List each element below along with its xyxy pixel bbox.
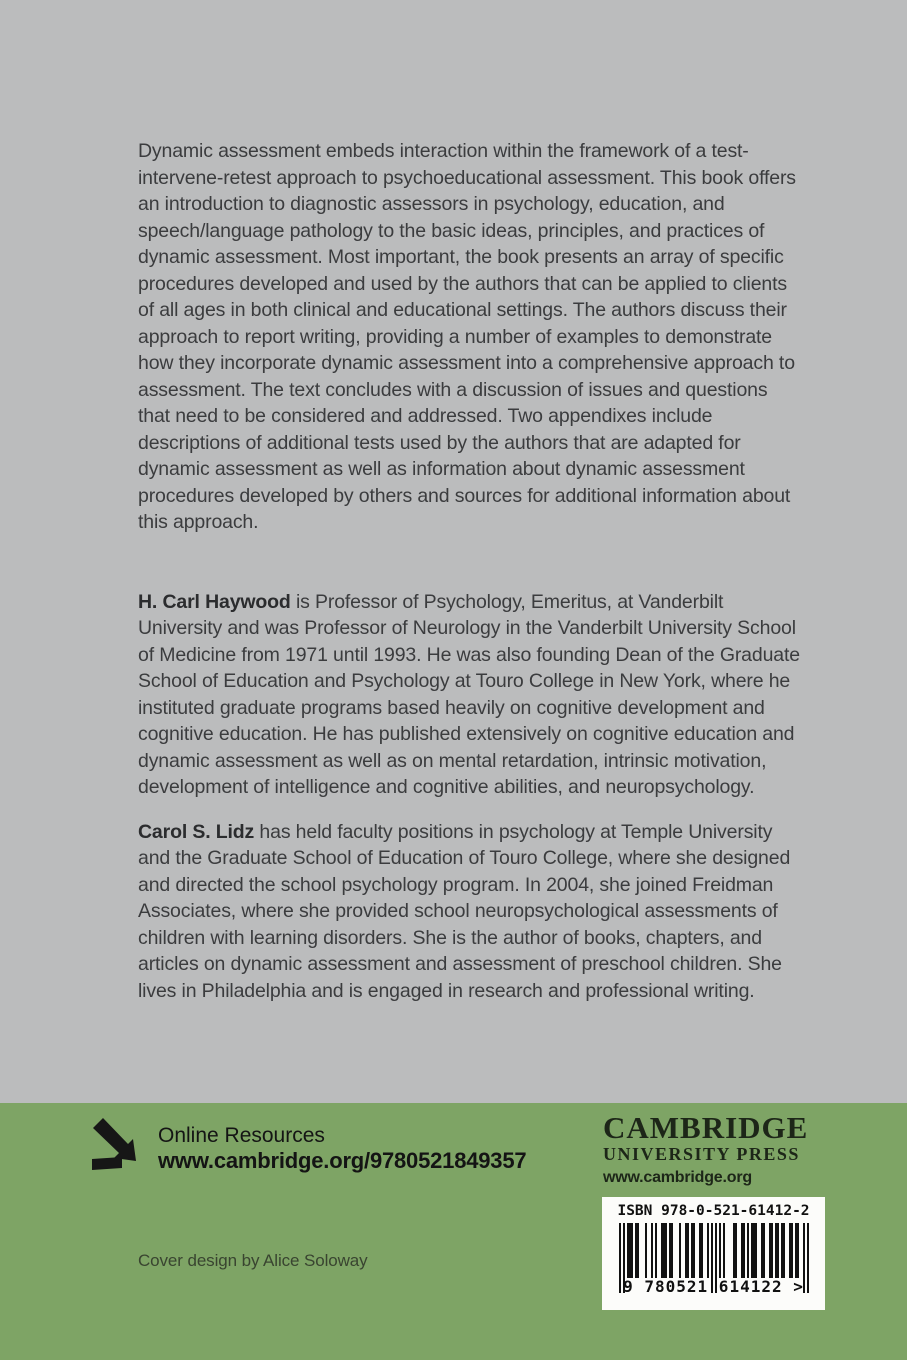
publisher-subname: UNIVERSITY PRESS [603,1144,800,1164]
publisher-website: www.cambridge.org [603,1169,752,1186]
author-name-lidz: Carol S. Lidz [138,820,255,843]
author-name-haywood: H. Carl Haywood [138,590,291,613]
author-bio-lidz [138,819,800,1005]
online-resources-block [90,1115,526,1177]
author-bio-haywood-text: is Professor of Psychology, Emeritus, at Vanderbilt University and was Professor of Neurology in the Vanderbilt University School of Medicine from 1971 until 1993. He was also founding Dean of the Graduate School of Education and Psychology at Touro College in New York, where he instituted graduate programs based heavily on cognitive development and cognitive education. He has published extensively on cognitive education and dynamic assessment as well as on mental retardation, intrinsic motivation, development of intelligence and cognitive abilities, and neuropsychology. [138,590,800,798]
isbn-label: ISBN 978-0-521-61412-2 [617,1203,810,1219]
barcode-digits: 9 780521 614122 > [623,1277,804,1296]
publisher-name: CAMBRIDGE [603,1110,809,1145]
online-resources-text [158,1115,526,1174]
back-cover-text [138,138,800,1004]
synopsis-paragraph: Dynamic assessment embeds interaction within the framework of a test-intervene-retest approach to psychoeducational assessment. This book offers an introduction to diagnostic assessors in psychology, education, and speech/language pathology to the basic ideas, principles, and practices of dynamic assessment. Most important, the book presents an array of specific procedures developed and used by the authors that can be applied to clients of all ages in both clinical and educational settings. The authors discuss their approach to report writing, providing a number of examples to demonstrate how they incorporate dynamic assessment into a comprehensive approach to assessment. The text concludes with a discussion of issues and questions that need to be considered and addressed. Two appendixes include descriptions of additional tests used by the authors that are adapted for dynamic assessment as well as information about dynamic assessment procedures developed by others and sources for additional information about this approach. [138,140,796,533]
author-bio-lidz-text: has held faculty positions in psychology at Temple University and the Graduate School of Education of Touro College, where she designed and directed the school psychology program. In 2004, she joined Freidman Associates, where she provided school neuropsychological assessments of children with learning disorders. She is the author of books, chapters, and articles on dynamic assessment and assessment of preschool children. She lives in Philadelphia and is engaged in research and professional writing. [138,820,791,1002]
publisher-logo [603,1111,808,1188]
author-bio-haywood [138,589,800,801]
online-resources-label: Online Resources [158,1124,325,1147]
cover-design-credit: Cover design by Alice Soloway [138,1251,368,1270]
isbn-barcode-box [602,1197,825,1310]
footer-band [0,1103,907,1360]
online-resources-url: www.cambridge.org/9780521849357 [158,1148,527,1173]
arrow-down-right-icon [90,1115,148,1177]
